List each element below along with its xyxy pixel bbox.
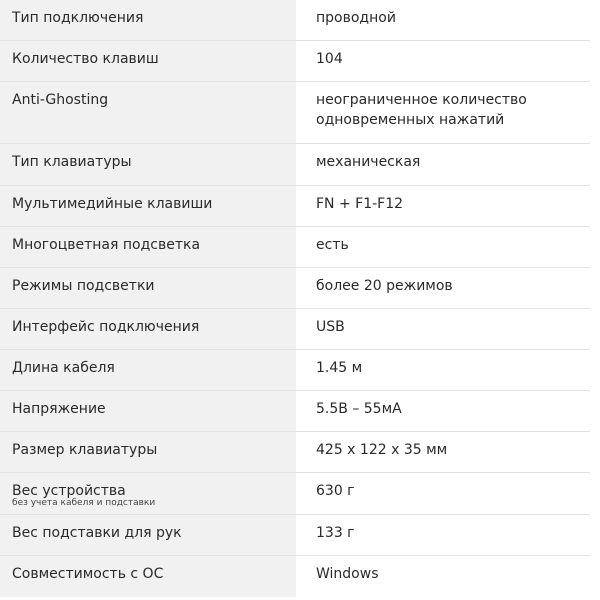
- spec-row-palm-rest-weight: [0, 515, 590, 556]
- spec-label: Anti-Ghosting: [0, 82, 296, 143]
- spec-row-backlight-modes: [0, 268, 590, 309]
- spec-value: есть: [296, 227, 590, 267]
- spec-value: 5.5В – 55мА: [296, 391, 590, 431]
- spec-label-group: [0, 473, 296, 514]
- spec-label: Интерфейс подключения: [0, 309, 296, 349]
- spec-value: USB: [296, 309, 590, 349]
- spec-row-multimedia-keys: [0, 186, 590, 227]
- spec-value: 1.45 м: [296, 350, 590, 390]
- spec-label: Вес устройства: [12, 483, 126, 499]
- spec-label: Напряжение: [0, 391, 296, 431]
- spec-label: Количество клавиш: [0, 41, 296, 81]
- spec-value: 133 г: [296, 515, 590, 555]
- spec-value: более 20 режимов: [296, 268, 590, 308]
- spec-label: Режимы подсветки: [0, 268, 296, 308]
- spec-row-keyboard-type: [0, 144, 590, 186]
- spec-row-os-compatibility: [0, 556, 590, 597]
- spec-value: Windows: [296, 556, 590, 597]
- spec-value: 104: [296, 41, 590, 81]
- spec-row-anti-ghosting: [0, 82, 590, 144]
- spec-sublabel: без учета кабеля и подставки: [12, 498, 156, 508]
- spec-row-voltage: [0, 391, 590, 432]
- spec-row-connection-type: [0, 0, 590, 41]
- spec-label: Тип клавиатуры: [0, 144, 296, 185]
- spec-label: Длина кабеля: [0, 350, 296, 390]
- spec-row-device-weight: [0, 473, 590, 515]
- spec-label: Совместимость с ОС: [0, 556, 296, 597]
- spec-value: механическая: [296, 144, 590, 185]
- spec-label: Размер клавиатуры: [0, 432, 296, 472]
- spec-row-dimensions: [0, 432, 590, 473]
- spec-label: Тип подключения: [0, 0, 296, 40]
- spec-value: 630 г: [296, 473, 590, 514]
- spec-row-cable-length: [0, 350, 590, 391]
- spec-value: проводной: [296, 0, 590, 40]
- spec-row-interface: [0, 309, 590, 350]
- spec-row-key-count: [0, 41, 590, 82]
- spec-label: Многоцветная подсветка: [0, 227, 296, 267]
- spec-value: 425 x 122 x 35 мм: [296, 432, 590, 472]
- spec-value: FN + F1-F12: [296, 186, 590, 226]
- spec-row-rgb-backlight: [0, 227, 590, 268]
- spec-label: Вес подставки для рук: [0, 515, 296, 555]
- spec-value: неограниченное количество одновременных нажатий: [296, 82, 590, 143]
- spec-label: Мультимедийные клавиши: [0, 186, 296, 226]
